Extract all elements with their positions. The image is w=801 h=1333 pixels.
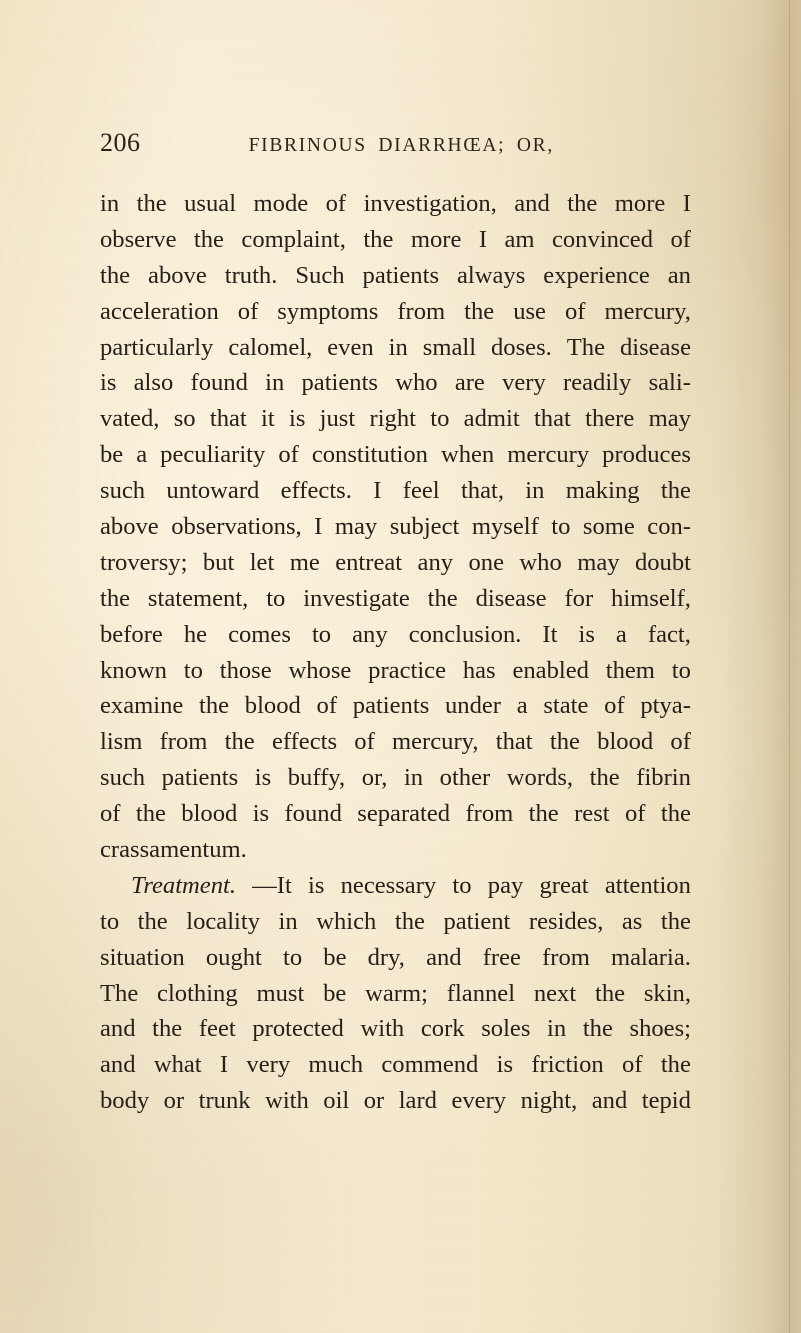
word: convinced (551, 225, 654, 253)
word: body (100, 1087, 150, 1115)
word: under (444, 692, 501, 720)
word: feel (402, 477, 440, 505)
word: cork (420, 1015, 465, 1043)
word: warm; (365, 979, 428, 1007)
word: resides, (528, 907, 604, 935)
word: of (354, 728, 375, 756)
word: such (100, 764, 146, 792)
word: above (148, 261, 207, 289)
word: always (457, 261, 526, 289)
word: statement, (147, 584, 249, 612)
word: patients (301, 369, 378, 397)
text-line (100, 724, 691, 760)
word: as (621, 907, 643, 935)
word: the (100, 261, 131, 289)
word: even (327, 333, 374, 361)
word: the (582, 1015, 613, 1043)
word: examine (100, 692, 184, 720)
word: a (516, 692, 528, 720)
word: or (163, 1087, 185, 1115)
word: fact, (647, 620, 691, 648)
word: enabled (512, 656, 589, 684)
word: the (100, 584, 131, 612)
word: every (451, 1087, 507, 1115)
word: commend (381, 1051, 479, 1079)
word: acceleration (100, 297, 219, 325)
word: protected (252, 1015, 344, 1043)
word: it (261, 405, 275, 433)
word: the (660, 477, 691, 505)
word: of (100, 800, 121, 828)
word: that (209, 405, 247, 433)
word: the (660, 800, 691, 828)
word: more (410, 225, 462, 253)
word: may (648, 405, 691, 433)
word: Such (295, 261, 345, 289)
text-line (100, 796, 691, 832)
word: calomel, (228, 333, 313, 361)
word: some (582, 513, 635, 541)
word: to (283, 943, 303, 971)
word: feet (198, 1015, 236, 1043)
word: troversy; (100, 548, 188, 576)
word: I (373, 477, 382, 505)
word: of (325, 190, 347, 217)
word: lism (100, 728, 143, 756)
word: which (316, 907, 377, 935)
word: or (363, 1087, 385, 1115)
word: them (605, 656, 655, 684)
word: usual (184, 190, 237, 217)
text-line (100, 186, 691, 222)
text-line (100, 1011, 691, 1047)
word: is (252, 800, 270, 828)
word: readily (563, 369, 632, 397)
word: he (183, 620, 208, 648)
word: attention (604, 871, 691, 899)
word: making (565, 477, 640, 505)
word: and (100, 1051, 136, 1079)
word: the (589, 764, 620, 792)
word: the (567, 190, 598, 217)
word: blood (244, 692, 301, 720)
text-line (100, 401, 691, 437)
word: free (482, 943, 521, 971)
word: the (427, 584, 458, 612)
word: clothing (157, 979, 238, 1007)
word: effects. (280, 477, 352, 505)
word: of (622, 1051, 643, 1079)
word: and (514, 190, 550, 217)
text-line (100, 437, 691, 473)
word: the (660, 1051, 691, 1079)
word: very (502, 369, 546, 397)
text-line (100, 258, 691, 294)
word: when (440, 441, 495, 469)
word: known (100, 656, 167, 684)
word: admit (463, 405, 520, 433)
word: and (426, 943, 462, 971)
word: disease (475, 584, 547, 612)
word: doses. (491, 333, 552, 361)
word: has (462, 656, 496, 684)
gutter-shadow (715, 0, 801, 1333)
word: I (682, 190, 691, 217)
word: symptoms (277, 297, 379, 325)
text-line (100, 1083, 691, 1119)
text-line (100, 545, 691, 581)
word: be (323, 979, 347, 1007)
word: in (265, 369, 285, 397)
word: an (667, 261, 691, 289)
word: in (547, 1015, 567, 1043)
word: the (549, 728, 580, 756)
word: of (670, 728, 691, 756)
word: may (577, 548, 620, 576)
word: is (100, 369, 117, 397)
word: mercury (507, 441, 590, 469)
word: above (100, 513, 159, 541)
word: pay (487, 871, 524, 899)
page-number: 206 (100, 128, 141, 157)
word: from (465, 800, 514, 828)
word: mode (253, 190, 309, 217)
word: fibrin (636, 764, 691, 792)
word: separated (357, 800, 451, 828)
text-line (100, 617, 691, 653)
word: other (439, 764, 491, 792)
word: trunk (198, 1087, 251, 1115)
word: right (369, 405, 416, 433)
word: any (352, 620, 388, 648)
word: the (394, 907, 425, 935)
word: the (464, 297, 495, 325)
word: to (100, 907, 120, 935)
word: night, (520, 1087, 578, 1115)
text-line (100, 904, 691, 940)
word: what (153, 1051, 202, 1079)
word: any (417, 548, 454, 576)
word: with (265, 1087, 309, 1115)
word: the (660, 907, 691, 935)
word: The (566, 333, 606, 361)
word: great (539, 871, 589, 899)
text-line (100, 940, 691, 976)
word: experience (543, 261, 650, 289)
word: —It (252, 871, 292, 899)
word: observations, (171, 513, 302, 541)
word: that (533, 405, 571, 433)
word: is (578, 620, 595, 648)
word: is (254, 764, 272, 792)
word: the (136, 190, 167, 217)
word: effects (271, 728, 338, 756)
word: patients (362, 261, 440, 289)
word: skin, (643, 979, 691, 1007)
word: the (137, 907, 168, 935)
word: be (323, 943, 347, 971)
word: patient (443, 907, 511, 935)
word: myself (471, 513, 539, 541)
word: The (100, 979, 139, 1007)
word: mercury, (604, 297, 691, 325)
word: buffy, (287, 764, 346, 792)
text-line (100, 760, 691, 796)
word: so (173, 405, 196, 433)
word: subject (389, 513, 460, 541)
word: may (334, 513, 378, 541)
word: shoes; (629, 1015, 691, 1043)
word: It (542, 620, 558, 648)
word: to (452, 871, 472, 899)
word: the (193, 225, 224, 253)
word: let (249, 548, 275, 576)
word: the (224, 728, 255, 756)
word: necessary (340, 871, 437, 899)
word: who (395, 369, 438, 397)
word: of (670, 225, 691, 253)
word: or, (361, 764, 388, 792)
word: use (513, 297, 546, 325)
text-line (100, 509, 691, 545)
word: a (615, 620, 627, 648)
word: the (363, 225, 394, 253)
word: of (278, 441, 299, 469)
word: the (594, 979, 626, 1007)
word: more (614, 190, 666, 217)
word: from (542, 943, 590, 971)
word: to (671, 656, 691, 684)
word: a (136, 441, 148, 469)
word: that, (460, 477, 504, 505)
word: the (199, 692, 230, 720)
word: found (284, 800, 342, 828)
word: untoward (166, 477, 260, 505)
text-line (100, 832, 691, 868)
word: one (468, 548, 504, 576)
word: patients (161, 764, 239, 792)
word: of (624, 800, 646, 828)
word: mercury, (392, 728, 479, 756)
word: the (152, 1015, 183, 1043)
word: investigation, (363, 190, 497, 217)
running-head-title: FIBRINOUS DIARRHŒA; OR, (248, 135, 554, 156)
text-line (100, 581, 691, 617)
word: in (278, 907, 298, 935)
word: of (604, 692, 625, 720)
word: in (388, 333, 408, 361)
word: is (496, 1051, 514, 1079)
word: and (100, 1015, 136, 1043)
word: patients (352, 692, 430, 720)
word: dry, (367, 943, 405, 971)
word: that (495, 728, 533, 756)
text-line (100, 365, 691, 401)
word: there (585, 405, 635, 433)
word: to (311, 620, 332, 648)
word: entreat (335, 548, 403, 576)
word: of (316, 692, 338, 720)
word: tepid (641, 1087, 691, 1115)
word: truth. (224, 261, 278, 289)
word: investigate (303, 584, 410, 612)
text-line (100, 1047, 691, 1083)
word: vated, (100, 405, 160, 433)
word: I (314, 513, 323, 541)
word: ptya- (640, 692, 691, 720)
word: doubt (634, 548, 691, 576)
word: soles (481, 1015, 531, 1043)
word: peculiarity (160, 441, 266, 469)
word: rest (574, 800, 610, 828)
word: himself, (611, 584, 691, 612)
word: of (237, 297, 259, 325)
text-line (100, 976, 691, 1012)
word: observe (100, 225, 177, 253)
word: from (159, 728, 208, 756)
word: me (289, 548, 320, 576)
text-line (100, 330, 691, 366)
word: whose (288, 656, 352, 684)
word: ought (205, 943, 262, 971)
run-in-heading: Treatment. (131, 871, 236, 899)
word: blood (181, 800, 238, 828)
word: but (202, 548, 235, 576)
word: situation (100, 943, 185, 971)
word: con- (647, 513, 691, 541)
text-line (100, 294, 691, 330)
word: conclusion. (408, 620, 522, 648)
word: malaria. (611, 943, 691, 971)
text-line (100, 222, 691, 258)
word: in (100, 190, 120, 217)
word: sali- (648, 369, 691, 397)
word: from (397, 297, 446, 325)
word: lard (398, 1087, 437, 1115)
word: am (504, 225, 535, 253)
word: I (478, 225, 488, 253)
gutter-line (789, 0, 790, 1333)
word: small (422, 333, 477, 361)
word: the (135, 800, 166, 828)
word: with (360, 1015, 405, 1043)
word: to (430, 405, 450, 433)
word: are (454, 369, 485, 397)
word: locality (186, 907, 261, 935)
word: comes (228, 620, 291, 648)
word: must (256, 979, 305, 1007)
word: who (519, 548, 562, 576)
text-line (100, 688, 691, 724)
word: constitution (311, 441, 428, 469)
word: and (591, 1087, 628, 1115)
word: particularly (100, 333, 214, 361)
word: words, (506, 764, 574, 792)
word: produces (602, 441, 691, 469)
body-text-block (100, 186, 691, 1119)
word: to (183, 656, 203, 684)
word: the (528, 800, 559, 828)
word: flannel (446, 979, 516, 1007)
word: for (564, 584, 594, 612)
word: very (246, 1051, 291, 1079)
word: such (100, 477, 146, 505)
word: state (543, 692, 589, 720)
word: is (308, 871, 325, 899)
word: of (564, 297, 586, 325)
word: be (100, 441, 124, 469)
word: also (133, 369, 174, 397)
word: I (219, 1051, 229, 1079)
word: much (308, 1051, 364, 1079)
word: blood (597, 728, 654, 756)
text-line (100, 473, 691, 509)
word: in (403, 764, 424, 792)
word: just (319, 405, 356, 433)
word: next (533, 979, 577, 1007)
word: found (190, 369, 248, 397)
word: disease (619, 333, 691, 361)
word: oil (323, 1087, 350, 1115)
word: to (266, 584, 286, 612)
word: practice (368, 656, 446, 684)
word: friction (531, 1051, 604, 1079)
word: is (288, 405, 306, 433)
text-line (100, 653, 691, 689)
word: those (219, 656, 272, 684)
text-line (100, 868, 691, 904)
word: before (100, 620, 163, 648)
word: complaint, (241, 225, 346, 253)
word: in (525, 477, 545, 505)
word: to (551, 513, 571, 541)
word: crassamentum. (100, 836, 247, 864)
running-head (100, 128, 690, 158)
